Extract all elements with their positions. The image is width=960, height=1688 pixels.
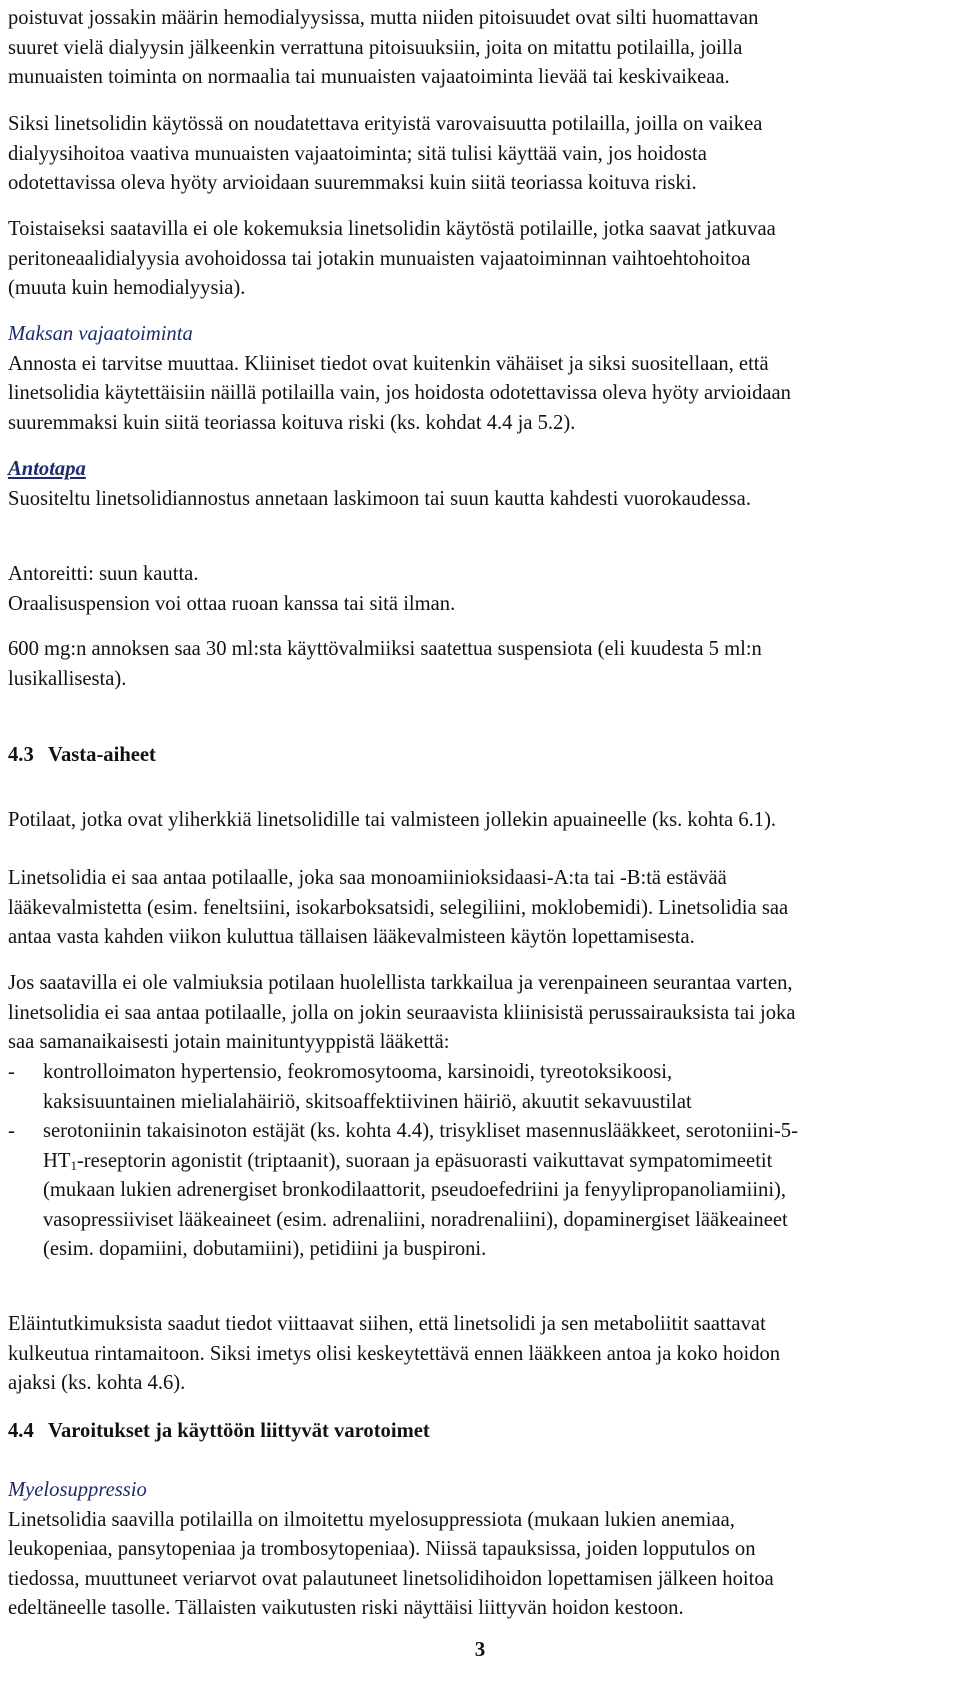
text-line: (mukaan lukien adrenergiset bronkodilaattorit, pseudoefedriini ja fenyylipropanoliamiini),: [43, 1179, 787, 1201]
text-line: Linetsolidia saavilla potilailla on ilmoitettu myelosuppressiota (mukaan lukien anemiaa,: [8, 1508, 735, 1531]
text-line: Suositeltu linetsolidiannostus annetaan laskimoon tai suun kautta kahdesti vuorokaudessa.: [8, 487, 751, 510]
text-line: kulkeutua rintamaitoon. Siksi imetys olisi keskeytettävä ennen lääkkeen antoa ja koko hoidon: [8, 1342, 781, 1365]
text-line: [43, 1147, 956, 1177]
text-line: 600 mg:n annoksen saa 30 ml:sta käyttövalmiiksi saatettua suspensiota (eli kuudesta 5 ml:n: [8, 638, 762, 660]
text-line: Eläintutkimuksista saadut tiedot viittaavat siihen, että linetsolidi ja sen metaboliitit saattavat: [8, 1313, 766, 1335]
text-line: serotoniinin takaisinoton estäjät (ks. kohta 4.4), trisykliset masennuslääkkeet, serotoniini-5-: [43, 1120, 798, 1142]
text-line: linetsolidia ei saa antaa potilaalle, jolla on jokin seuraavista kliinisistä perussairauksista tai joka: [8, 1001, 796, 1024]
text-line: tiedossa, muuttuneet veriarvot ovat palautuneet linetsolidihoidon lopettamisen jälkeen hoitoa: [8, 1567, 774, 1590]
subscript-1: 1: [70, 1157, 77, 1173]
list-item: [8, 1058, 956, 1117]
text-line: peritoneaalidialyysia avohoidossa tai jotakin munuaisten vajaatoiminnan vaihtoehtohoitoa: [8, 247, 751, 270]
text-line: edeltäneelle tasolle. Tällaisten vaikutusten riski näyttäisi liittyvän hoidon kestoon.: [8, 1597, 684, 1619]
text-line: munuaisten toiminta on normaalia tai munuaisten vajaatoiminta lievää tai keskivaikeaa.: [8, 66, 730, 88]
text-line: Oraalisuspension voi ottaa ruoan kanssa tai sitä ilman.: [8, 592, 456, 615]
list-item: [8, 1117, 956, 1265]
renal-caution-paragraph: [8, 110, 956, 199]
text-line: lääkevalmistetta (esim. feneltsiini, isokarboksatsidi, selegiliini, moklobemidi). Linetsolidia saa: [8, 896, 789, 919]
text-line: poistuvat jossakin määrin hemodialyysissa, mutta niiden pitoisuudet ovat silti huomattavan: [8, 7, 759, 29]
section-title: Varoitukset ja käyttöön liittyvät varotoimet: [48, 1420, 430, 1442]
section-title: Vasta-aiheet: [48, 744, 156, 766]
text-line: saa samanaikaisesti jotain mainituntyyppistä lääkettä:: [8, 1031, 450, 1053]
text-line: Toistaiseksi saatavilla ei ole kokemuksia linetsolidin käytöstä potilaille, jotka saavat jatkuvaa: [8, 218, 776, 240]
text-line: antaa vasta kahden viikon kuluttua tällaisen lääkevalmisteen käytön lopettamisesta.: [8, 926, 695, 948]
text-line: vasopressiiviset lääkeaineet (esim. adrenaliini, noradrenaliini), dopaminergiset lääkeaineet: [43, 1208, 788, 1231]
intro-paragraph: [8, 4, 956, 93]
contraindication-monitoring: [8, 969, 956, 1058]
text-line: leukopeniaa, pansytopeniaa ja trombosytopeniaa). Niissä tapauksissa, joiden lopputulos on: [8, 1538, 756, 1560]
text-line: ajaksi (ks. kohta 4.6).: [8, 1372, 186, 1394]
administration-heading: Antotapa: [8, 458, 86, 480]
text-line: Jos saatavilla ei ole valmiuksia potilaan huolellista tarkkailua ja verenpaineen seurantaa varten,: [8, 972, 793, 994]
text-line: (muuta kuin hemodialyysia).: [8, 277, 246, 299]
text-line: suuret vielä dialyysin jälkeenkin verrattuna pitoisuuksiin, joita on mitattu potilailla, joilla: [8, 36, 743, 59]
dose-paragraph: [8, 635, 956, 694]
text-line: odotettavissa oleva hyöty arvioidaan suuremmaksi kuin siitä teoriassa koituva riski.: [8, 172, 697, 194]
route-paragraph: [8, 560, 956, 619]
list-dash: -: [8, 1061, 15, 1083]
hepatic-impairment-section: [8, 320, 956, 438]
section-number: 4.4: [8, 1420, 34, 1442]
myelosuppression-section: [8, 1476, 956, 1624]
text-line: kontrolloimaton hypertensio, feokromosytooma, karsinoidi, tyreotoksikoosi,: [43, 1061, 673, 1083]
text-line: Siksi linetsolidin käytössä on noudatettava erityistä varovaisuutta potilailla, joilla on vaikea: [8, 113, 763, 135]
contraindication-list: [8, 1058, 956, 1265]
text-line: Antoreitti: suun kautta.: [8, 563, 199, 585]
administration-section: [8, 455, 956, 514]
text-line: linetsolidia käytettäisiin näillä potilailla vain, jos hoidosta odotettavissa oleva hyöty arvioidaan: [8, 382, 791, 404]
text-line: Potilaat, jotka ovat yliherkkiä linetsolidille tai valmisteen jollekin apuaineelle (ks. kohta 6.1).: [8, 809, 777, 831]
text-line: lusikallisesta).: [8, 667, 127, 690]
page-number: 3: [474, 1637, 486, 1661]
text-run: -reseptorin agonistit (triptaanit), suoraan ja epäsuorasti vaikuttavat sympatomimeetit: [76, 1149, 773, 1172]
contraindication-maoi: [8, 864, 956, 953]
list-dash: -: [8, 1120, 15, 1142]
lactation-paragraph: [8, 1310, 956, 1399]
peritoneal-paragraph: [8, 215, 956, 304]
text-line: dialyysihoitoa vaativa munuaisten vajaatoiminta; sitä tulisi käyttää vain, jos hoidosta: [8, 142, 707, 165]
section-4-4-heading: [8, 1417, 956, 1447]
hepatic-impairment-heading: Maksan vajaatoiminta: [8, 323, 193, 345]
section-4-3-heading: [8, 741, 956, 771]
section-number: 4.3: [8, 744, 34, 766]
text-line: suuremmaksi kuin siitä teoriassa koituva riski (ks. kohdat 4.4 ja 5.2).: [8, 411, 576, 434]
ht-label: HT: [43, 1149, 71, 1172]
text-line: Linetsolidia ei saa antaa potilaalle, joka saa monoamiinioksidaasi-A:ta tai -B:tä estävää: [8, 867, 727, 889]
text-line: kaksisuuntainen mielialahäiriö, skitsoaffektiivinen häiriö, akuutit sekavuustilat: [43, 1090, 692, 1113]
myelosuppression-heading: Myelosuppressio: [8, 1479, 147, 1501]
contraindication-hypersensitivity: [8, 806, 956, 836]
text-line: Annosta ei tarvitse muuttaa. Kliiniset tiedot ovat kuitenkin vähäiset ja siksi suositellaan, että: [8, 352, 769, 375]
text-line: (esim. dopamiini, dobutamiini), petidiini ja buspironi.: [43, 1238, 487, 1260]
